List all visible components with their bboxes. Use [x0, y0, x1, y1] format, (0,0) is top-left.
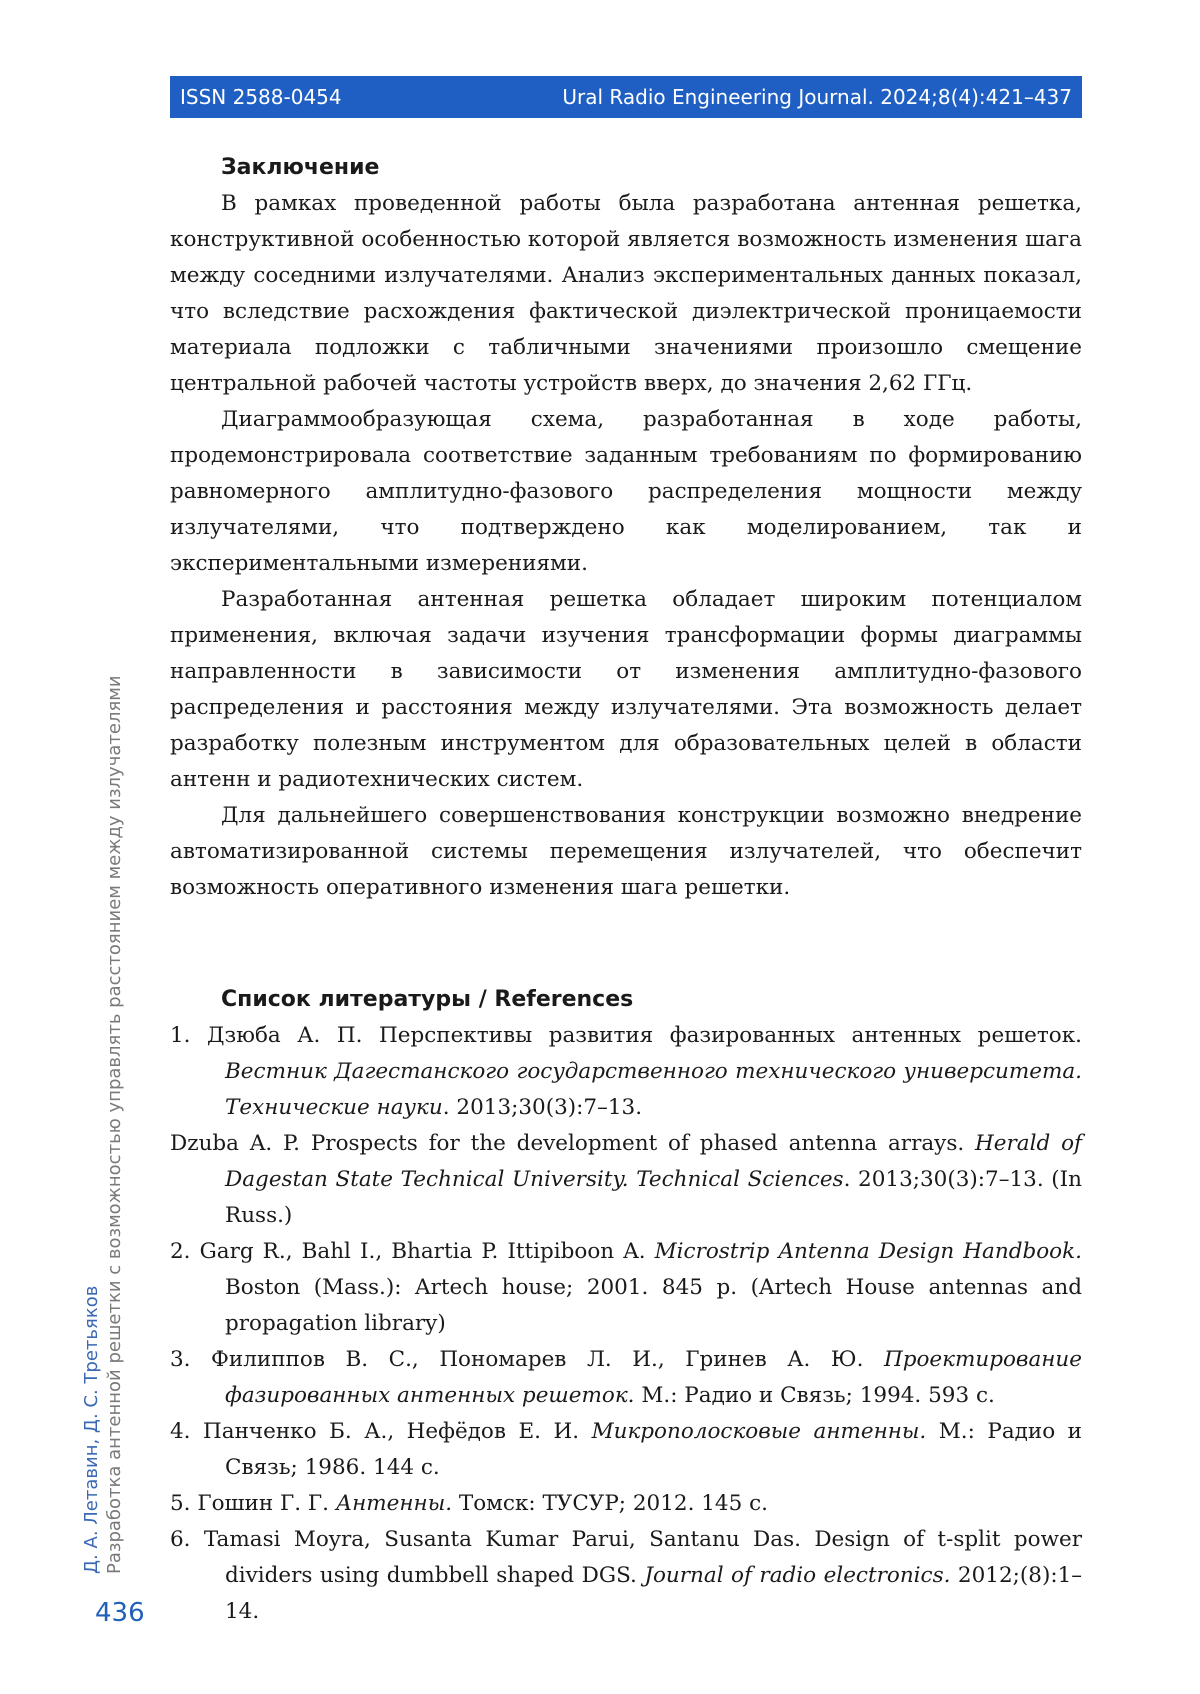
conclusion-heading: Заключение — [170, 150, 1082, 186]
reference-item — [170, 1486, 1082, 1522]
reference-source: Journal of radio electronics. — [644, 1563, 950, 1588]
reference-details: . 2013;30(3):7–13. — [443, 1095, 642, 1120]
reference-text: 5. Гошин Г. Г. — [170, 1491, 336, 1516]
reference-item — [170, 1126, 1082, 1234]
reference-text: Dzuba A. P. Prospects for the development of phased antenna arrays. — [170, 1131, 975, 1156]
reference-details: Томск: ТУСУР; 2012. 145 с. — [452, 1491, 768, 1516]
page-number: 436 — [95, 1598, 145, 1628]
reference-item — [170, 1342, 1082, 1414]
reference-item — [170, 1414, 1082, 1486]
reference-details: . 2013;30(3):7–13. (In Russ.) — [225, 1167, 1082, 1228]
reference-text: 1. Дзюба А. П. Перспективы развития фазированных антенных решеток. — [170, 1023, 1082, 1048]
reference-details: Boston (Mass.): Artech house; 2001. 845 p. (Artech House antennas and propagation library) — [225, 1275, 1082, 1336]
reference-text: 2. Garg R., Bahl I., Bhartia P. Ittipiboon A. — [170, 1239, 655, 1264]
issn: ISSN 2588-0454 — [180, 85, 342, 109]
reference-details: М.: Радио и Связь; 1994. 593 с. — [635, 1383, 995, 1408]
journal-citation: Ural Radio Engineering Journal. 2024;8(4):421–437 — [562, 85, 1072, 109]
article-body — [170, 150, 1082, 1630]
side-authors: Д. А. Летавин, Д. С. Третьяков — [80, 574, 103, 1574]
reference-details: 2012;(8):1–14. — [225, 1563, 1082, 1624]
reference-source: Антенны. — [336, 1491, 452, 1516]
reference-text: 6. Tamasi Moyra, Susanta Kumar Parui, Santanu Das. Design of t-split power dividers using dumbbell shaped DGS. — [170, 1527, 1082, 1588]
reference-source: Microstrip Antenna Design Handbook. — [655, 1239, 1082, 1264]
journal-header — [170, 76, 1082, 118]
reference-details: М.: Радио и Связь; 1986. 144 с. — [225, 1419, 1082, 1480]
reference-item — [170, 1234, 1082, 1342]
reference-source: Herald of Dagestan State Technical University. Technical Sciences — [225, 1131, 1082, 1192]
conclusion-paragraph: Для дальнейшего совершенствования конструкции возможно внедрение автоматизированной системы перемещения излучателей, что обеспечит возможность оперативного изменения шага решетки. — [170, 798, 1082, 906]
running-side-title — [80, 574, 126, 1574]
reference-item — [170, 1522, 1082, 1630]
reference-source: Проектирование фазированных антенных решеток. — [225, 1347, 1082, 1408]
conclusion-paragraph: Диаграммообразующая схема, разработанная в ходе работы, продемонстрировала соответствие заданным требованиям по формированию равномерного амплитудно-фазового распределения мощности между излучателями, что подтверждено как моделированием, так и экспериментальными измерениями. — [170, 402, 1082, 582]
conclusion-paragraph: В рамках проведенной работы была разработана антенная решетка, конструктивной особенностью которой является возможность изменения шага между соседними излучателями. Анализ экспериментальных данных показал, что вследствие расхождения фактической диэлектрической проницаемости материала подложки с табличными значениями произошло смещение центральной рабочей частоты устройств вверх, до значения 2,62 ГГц. — [170, 186, 1082, 402]
references-heading: Список литературы / References — [170, 982, 1082, 1018]
reference-source: Микрополосковые антенны. — [592, 1419, 927, 1444]
reference-text: 4. Панченко Б. А., Нефёдов Е. И. — [170, 1419, 592, 1444]
conclusion-paragraph: Разработанная антенная решетка обладает широким потенциалом применения, включая задачи изучения трансформации формы диаграммы направленности в зависимости от изменения амплитудно-фазового распределения и расстояния между излучателями. Эта возможность делает разработку полезным инструментом для образовательных целей в области антенн и радиотехнических систем. — [170, 582, 1082, 798]
reference-source: Вестник Дагестанского государственного технического университета. Технические науки — [225, 1059, 1082, 1120]
reference-text: 3. Филиппов В. С., Пономарев Л. И., Гринев А. Ю. — [170, 1347, 884, 1372]
reference-item — [170, 1018, 1082, 1126]
side-article-title: Разработка антенной решетки с возможностью управлять расстоянием между излучателями — [103, 574, 126, 1574]
